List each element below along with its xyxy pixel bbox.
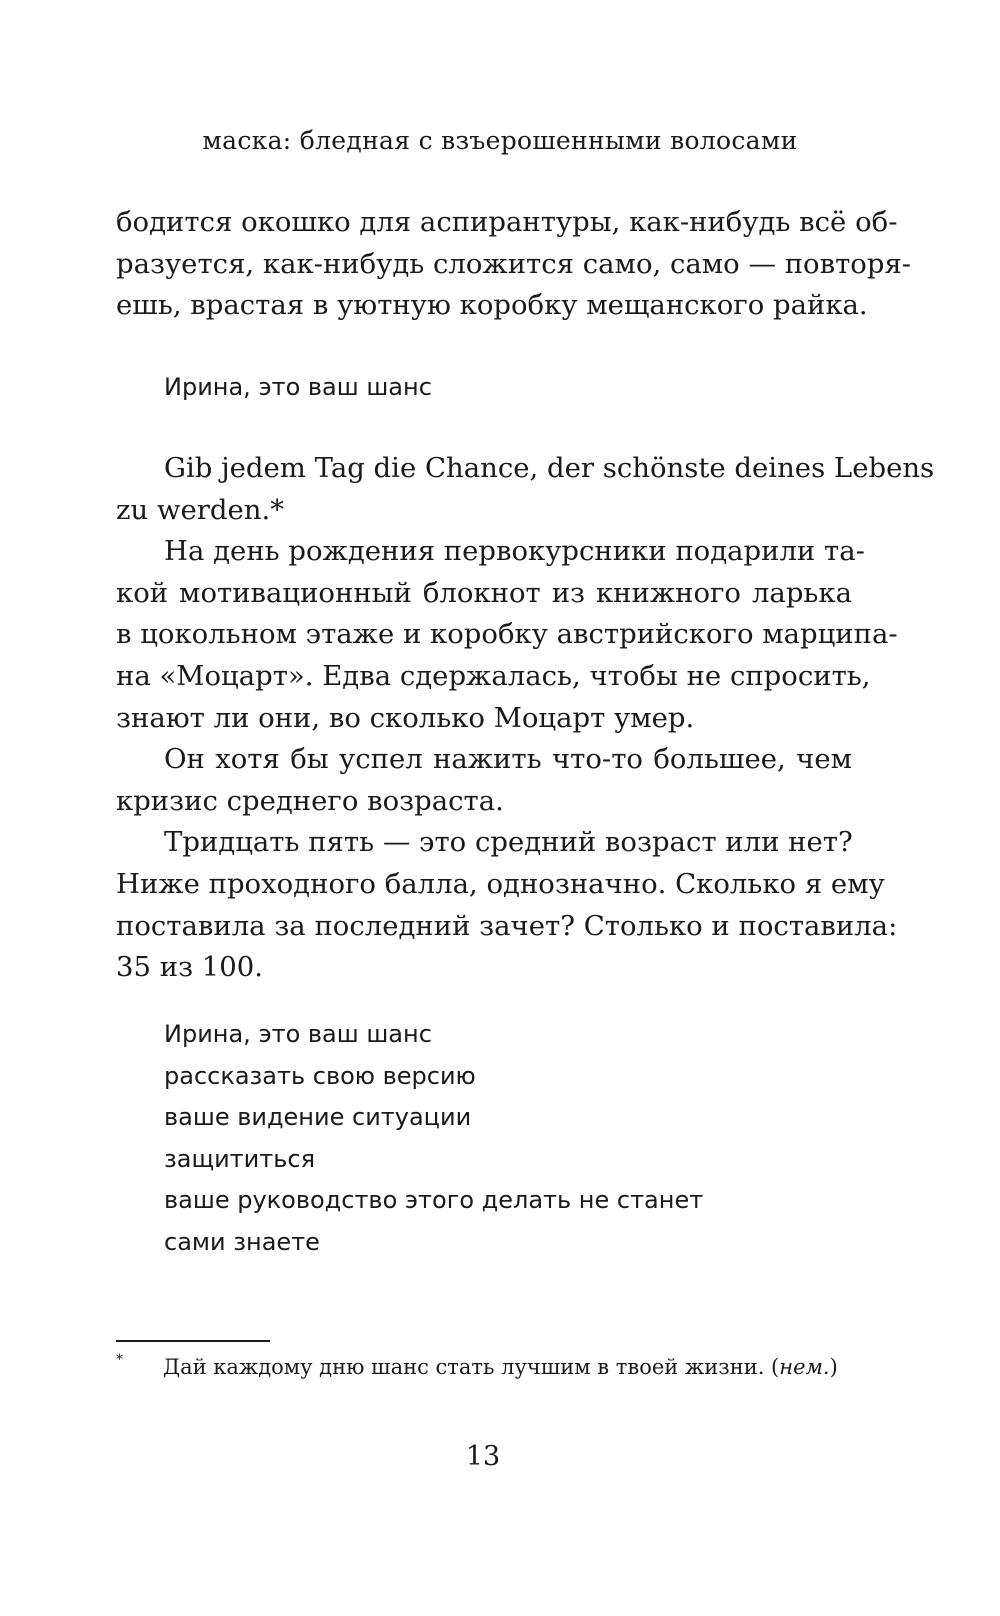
paragraph-5 [116, 822, 898, 988]
text-line: кой мотивационный блокнот из книжного ларька [116, 576, 852, 609]
footnote-rule [116, 1340, 270, 1342]
running-head: маска: бледная с взъерошенными волосами [202, 126, 798, 155]
footnote-body: Дай каждому дню шанс стать лучшим в твоей жизни. ( [163, 1355, 780, 1379]
text-line: на «Моцарт». Едва сдержалась, чтобы не спросить, [116, 659, 871, 692]
sans-line: ваше руководство этого делать не станет [164, 1186, 704, 1215]
text-line: в цокольном этаже и коробку австрийского марципа- [116, 618, 898, 651]
text-line: кризис среднего возраста. [116, 784, 504, 817]
paragraph-2 [116, 448, 935, 531]
sans-line: сами знаете [164, 1227, 320, 1256]
text-line: ешь, врастая в уютную коробку мещанского райка. [116, 289, 868, 322]
paragraph-1 [116, 202, 912, 327]
sans-line: защититься [164, 1144, 316, 1173]
text-line: Ниже проходного балла, однозначно. Сколько я ему [116, 867, 885, 900]
footnote-close: ) [829, 1355, 838, 1379]
text-line: поставила за последний зачет? Столько и поставила: [116, 909, 898, 942]
text-line: На день рождения первокурсники подарили та- [164, 535, 865, 568]
main-text [116, 448, 935, 989]
text-line: zu werden.* [116, 493, 284, 526]
text-line: разуется, как-нибудь сложится само, само — повторя- [116, 247, 912, 280]
text-line: бодится окошко для аспирантуры, как-нибудь всё об- [116, 206, 898, 238]
sans-block-2 [164, 1014, 703, 1264]
paragraph-4 [116, 739, 852, 822]
sans-line: ваше видение ситуации [164, 1103, 472, 1132]
text-line: Gib jedem Tag die Chance, der schönste deines Lebens [164, 452, 935, 484]
text-line: Тридцать пять — это средний возраст или нет? [164, 826, 853, 859]
footnote-marker: * [116, 1352, 123, 1368]
text-line: Он хотя бы успел нажить что-то большее, чем [164, 743, 852, 776]
sans-line-1: Ирина, это ваш шанс [164, 373, 432, 401]
text-line: знают ли они, во сколько Моцарт умер. [116, 701, 695, 734]
footnote-text [163, 1352, 838, 1382]
sans-line: Ирина, это ваш шанс [164, 1020, 432, 1048]
paragraph-3 [116, 531, 898, 739]
text-line: 35 из 100. [116, 951, 264, 984]
page-number: 13 [465, 1441, 501, 1472]
sans-line: рассказать свою версию [164, 1061, 476, 1090]
footnote-lang: нем. [779, 1355, 830, 1379]
